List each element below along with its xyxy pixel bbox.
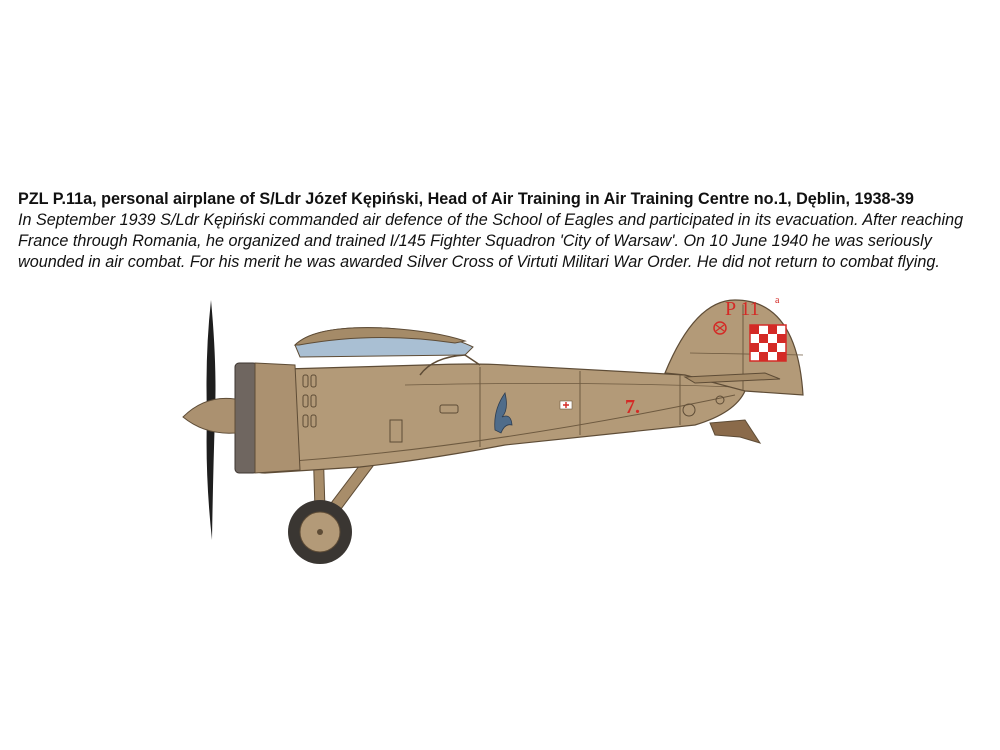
tail-code-superscript: a	[775, 295, 780, 306]
fuselage-number: 7.	[625, 396, 640, 418]
caption-title: PZL P.11a, personal airplane of S/Ldr Józef Kępiński, Head of Air Training in Air Training Centre no.1, Dęblin, 1938-39	[18, 190, 914, 208]
caption-description: In September 1939 S/Ldr Kępiński commanded air defence of the School of Eagles and participated in its evacuation. After reaching France through Romania, he organized and trained I/145 Fighter Squadron 'City of Warsaw'. On 10 June 1940 he was seriously wounded in air combat. For his merit he was awarded Silver Cross of Virtuti Militari War Order. He did not return to combat flying.	[18, 211, 964, 271]
profile-caption	[18, 189, 968, 273]
polish-checkerboard-icon	[750, 325, 786, 361]
upper-wing	[295, 328, 473, 357]
main-wheel	[288, 500, 352, 564]
red-cross-icon	[560, 401, 572, 409]
tail-code: P 11	[725, 298, 760, 320]
aircraft-profile	[175, 295, 815, 575]
propeller-icon	[183, 300, 235, 540]
